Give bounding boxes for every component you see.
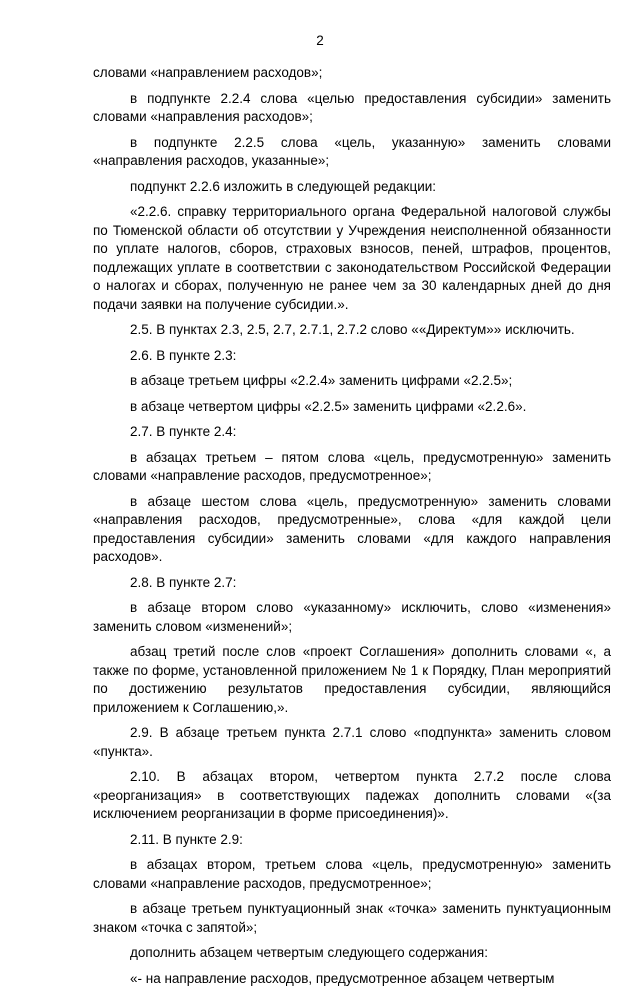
paragraph: «- на направление расходов, предусмотренное абзацем четвертым [130, 970, 555, 986]
paragraph: «2.2.6. справку территориального органа Федеральной налоговой службы по Тюменской области об отсутствии у Учреждения неисполненной обязанности по уплате налогов, сборов, страховых взносов, пеней, штрафов, процентов, подлежащих уплате в соответствии с законодательством Российской Федерации о налогах и сборах, полученную не ранее чем за 30 календарных дней до дня подачи заявки на получение субсидии.». [93, 204, 611, 312]
paragraph: 2.11. В пункте 2.9: [130, 831, 243, 847]
paragraph: 2.5. В пунктах 2.3, 2.5, 2.7, 2.7.1, 2.7.2 слово ««Директум»» исключить. [130, 322, 575, 337]
paragraph: в абзацах втором, третьем слова «цель, предусмотренную» заменить словами «направление расходов, предусмотренное»; [93, 857, 611, 891]
paragraph: в абзаце втором слово «указанному» исключить, слово «изменения» заменить словом «изменений»; [93, 600, 611, 634]
document-body [93, 64, 611, 995]
paragraph: 2.10. В абзацах втором, четвертом пункта 2.7.2 после слова «реорганизация» в соответствующих падежах дополнить словами «(за исключением реорганизации в форме присоединения)». [93, 769, 611, 821]
paragraph: 2.7. В пункте 2.4: [130, 424, 237, 439]
paragraph: в абзаце третьем цифры «2.2.4» заменить цифрами «2.2.5»; [130, 373, 513, 388]
paragraph: в подпункте 2.2.4 слова «целью предоставления субсидии» заменить словами «направления расходов»; [93, 90, 611, 124]
paragraph: в абзаце шестом слова «цель, предусмотренную» заменить словами «направления расходов, предусмотренные», слова «для каждой цели предоставления субсидии» заменить словами «для каждого направления расходов». [93, 493, 611, 564]
paragraph: в абзаце третьем пунктуационный знак «точка» заменить пунктуационным знаком «точка с запятой»; [93, 901, 611, 935]
paragraph: 2.9. В абзаце третьем пункта 2.7.1 слово «подпункта» заменить словом «пункта». [93, 725, 611, 759]
paragraph: абзац третий после слов «проект Соглашения» дополнить словами «, а также по форме, установленной приложением № 1 к Порядку, План мероприятий по достижению результатов предоставления субсидии, являющийся приложением к Соглашению,». [93, 644, 611, 715]
paragraph: в подпункте 2.2.5 слова «цель, указанную» заменить словами «направления расходов, указанные»; [93, 134, 611, 168]
paragraph: дополнить абзацем четвертым следующего содержания: [130, 945, 488, 960]
paragraph: 2.8. В пункте 2.7: [130, 574, 237, 590]
paragraph: в абзаце четвертом цифры «2.2.5» заменить цифрами «2.2.6». [130, 398, 527, 414]
paragraph: подпункт 2.2.6 изложить в следующей редакции: [130, 178, 437, 194]
paragraph: 2.6. В пункте 2.3: [130, 347, 237, 363]
page-number: 2 [316, 33, 324, 48]
paragraph: в абзацах третьем – пятом слова «цель, предусмотренную» заменить словами «направление расходов, предусмотренное»; [93, 449, 611, 483]
paragraph: словами «направлением расходов»; [93, 65, 323, 80]
